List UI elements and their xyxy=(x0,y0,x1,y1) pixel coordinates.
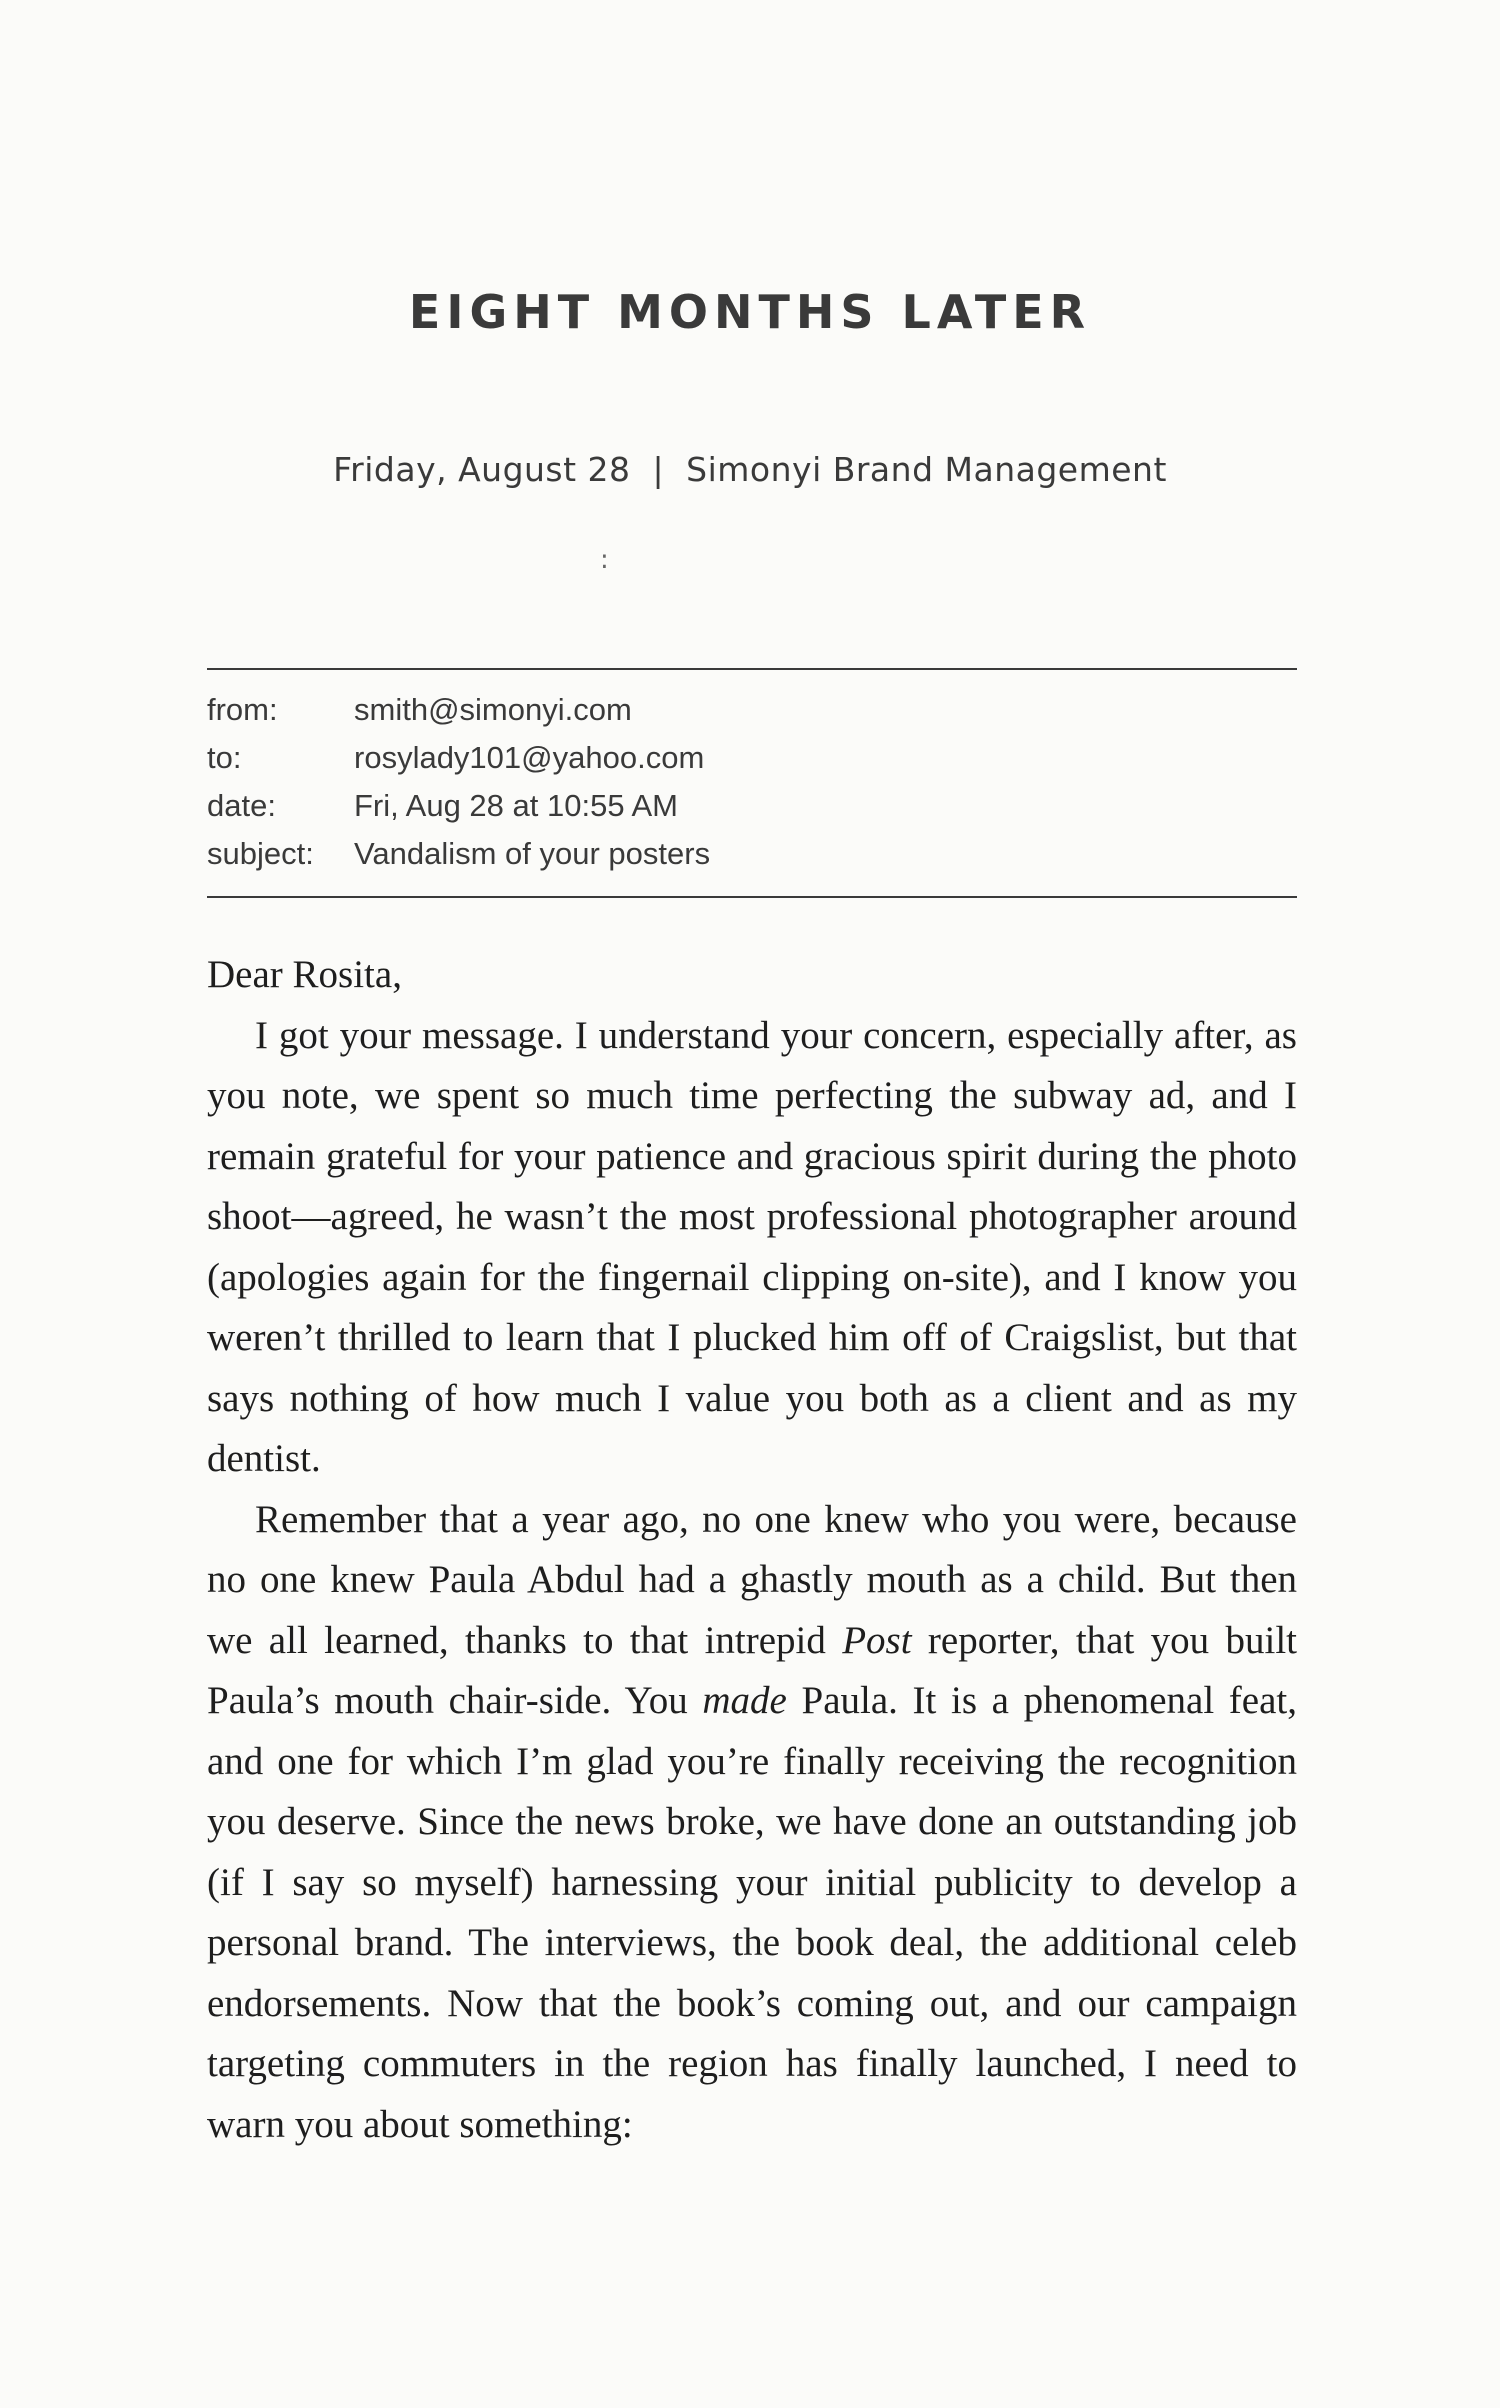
email-date-row xyxy=(207,788,678,824)
email-date-label: date: xyxy=(207,788,276,823)
letter-body xyxy=(207,945,1297,2155)
section-ornament: : xyxy=(600,545,609,575)
letter-paragraph-2 xyxy=(207,1490,1297,2156)
post-italic: Post xyxy=(842,1618,912,1662)
email-subject-label: subject: xyxy=(207,836,314,871)
letter-paragraph-1: I got your message. I understand your concern, especially after, as you note, we spent so much time perfecting the subway ad, and I remain grateful for your patience and gracious spirit during the photo shoot—agreed, he wasn’t the most professional photographer around (apologies again for the fingernail clipping on-site), and I know you weren’t thrilled to learn that I plucked him off of Craigslist, but that says nothing of how much I value you both as a client and as my dentist. xyxy=(207,1013,1297,1480)
dateline-company: Simonyi Brand Management xyxy=(686,450,1167,489)
email-from-label: from: xyxy=(207,692,278,727)
email-from-value: smith@simonyi.com xyxy=(354,692,632,727)
email-to-row xyxy=(207,740,704,776)
dateline-date: Friday, August 28 xyxy=(333,450,631,489)
email-subject-value: Vandalism of your posters xyxy=(354,836,711,871)
paragraph-2-part-b: reporter, that you built Paula’s mouth chair-side. You xyxy=(207,1618,1298,1722)
chapter-title: EIGHT MONTHS LATER xyxy=(408,285,1092,339)
email-from-row xyxy=(207,692,632,728)
email-to-label: to: xyxy=(207,740,242,775)
email-header-block xyxy=(207,668,1297,898)
dateline xyxy=(0,450,1500,489)
email-to-value: rosylady101@yahoo.com xyxy=(354,740,705,775)
made-italic: made xyxy=(702,1679,787,1722)
email-date-value: Fri, Aug 28 at 10:55 AM xyxy=(354,788,678,823)
paragraph-2-part-c: Paula. It is a phenomenal feat, and one for which I’m glad you’re finally receiving the recognition you deserve. Since the news broke, we have done an outstanding job (if I say so myself) harnessing your initial publicity to develop a personal brand. The interviews, the book deal, the additional celeb endorsements. Now that the book’s coming out, and our campaign targeting commuters in the region has finally launched, I need to warn you about something: xyxy=(207,1679,1297,2146)
letter-salutation: Dear Rosita, xyxy=(207,953,402,996)
email-subject-row xyxy=(207,836,710,872)
dateline-separator: | xyxy=(652,450,665,489)
paragraph-2-part-a: Remember that a year ago, no one knew who you were, because no one knew Paula Abdul had a ghastly mouth as a child. But then we all learned, thanks to that intrepid xyxy=(207,1497,1297,1662)
